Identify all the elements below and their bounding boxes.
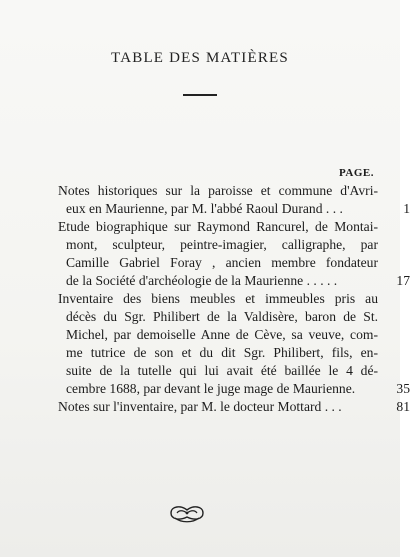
toc-entry-line: cembre 1688, par devant le juge mage de Maurienne. [66, 381, 356, 396]
page-title: TABLE DES MATIÈRES [111, 50, 289, 66]
toc-entry-line: de la Société d'archéologie de la Maurienne . . . . . [66, 273, 338, 288]
toc-entry [58, 218, 410, 290]
page-column-header: PAGE. [339, 167, 374, 179]
toc-page-number: 1 [403, 201, 410, 216]
fleuron-ornament-icon [167, 502, 207, 524]
toc-entry-line: mont, sculpteur, peintre-imagier, calligraphe, par [66, 237, 378, 252]
toc-page-number: 81 [396, 399, 410, 414]
toc-entry-line: Michel, par demoiselle Anne de Cève, sa veuve, com- [66, 327, 378, 342]
toc-entry-line: Notes sur l'inventaire, par M. le docteur Mottard . . . [58, 399, 342, 414]
toc-entry-line: décès du Sgr. Philibert de la Valdisère, baron de St. [66, 309, 378, 324]
toc-entry-line: Notes historiques sur la paroisse et commune d'Avri- [58, 183, 378, 198]
toc-page-number: 35 [396, 381, 410, 396]
toc-entry [58, 290, 410, 398]
toc-entries [58, 182, 410, 416]
toc-entry [58, 398, 410, 416]
title-rule [183, 94, 217, 96]
toc-entry-line: suite de la tutelle qui lui avait été baillée le 4 dé- [66, 363, 378, 378]
toc-entry-line: me tutrice de son et du dit Sgr. Philibert, fils, en- [66, 345, 378, 360]
toc-entry-line: Etude biographique sur Raymond Rancurel, de Montai- [58, 219, 378, 234]
toc-entry-line: Inventaire des biens meubles et immeubles pris au [58, 291, 378, 306]
toc-page-number: 17 [396, 273, 410, 288]
toc-entry [58, 182, 410, 218]
toc-entry-line: Camille Gabriel Foray , ancien membre fondateur [66, 255, 378, 270]
toc-entry-line: eux en Maurienne, par M. l'abbé Raoul Durand . . . [66, 201, 343, 216]
